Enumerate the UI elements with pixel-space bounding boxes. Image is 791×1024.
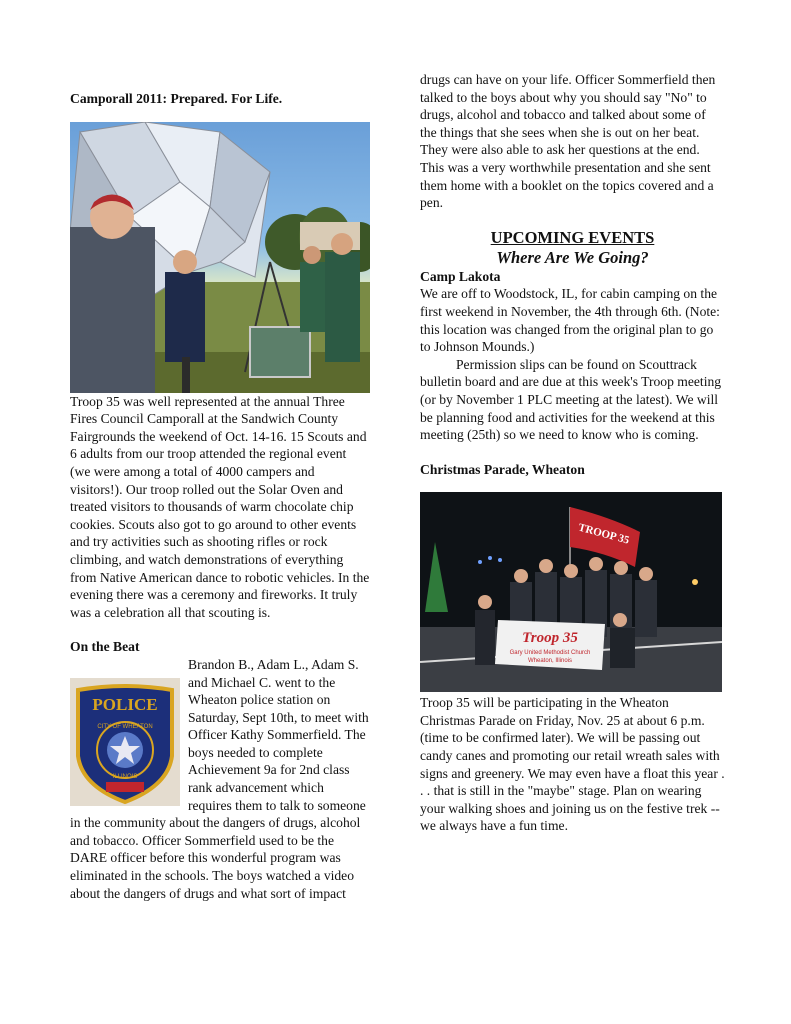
upcoming-events-heading: UPCOMING EVENTS <box>490 227 655 247</box>
patch-ring-text: CITY OF WHEATON <box>97 723 153 730</box>
patch-state-text: ILLINOIS <box>112 773 138 780</box>
parade-body: Troop 35 will be participating in the Wheaton Christmas Parade on Friday, Nov. 25 at about 6 p.m. (time to be confirmed later). We will be passing out candy canes and promoting our retail wreath sales with signs and greenery. We may even have a float this year . . . that is still in the "maybe" stage. Plan on wearing your walking shoes and joining us on the festive trek --we always have a fun time. <box>420 695 725 834</box>
police-patch-icon <box>70 678 180 806</box>
patch-word: POLICE <box>92 694 158 714</box>
left-column <box>70 90 370 902</box>
beat-section <box>70 656 370 902</box>
camporall-body: Troop 35 was well represented at the annual Three Fires Council Camporall at the Sandwich County Fairgrounds the weekend of Oct. 14-16. 15 Scouts and 6 adults from our troop attended the regional event (we were among a total of 4000 campers and visitors!). Our troop rolled out the Solar Oven and treated visitors to thousands of warm chocolate chip cookies. Scouts also got to go around to other events and try activities such as shooting rifles or rock climbing, and watch demonstrations of everything from Native American dance to robotic vehicles. In the evening there was a ceremony and fireworks. It truly was a celebration all that scouting is. <box>70 393 370 620</box>
lakota-paragraph-1: We are off to Woodstock, IL, for cabin camping on the first weekend in November, the 4th through 6th. (Note: this location was changed from the original plan to go to Johnson Mounds.) <box>420 286 720 355</box>
banner-line-1: Gary United Methodist Church <box>509 650 591 657</box>
parade-illustration <box>420 492 722 692</box>
beat-body: Brandon B., Adam L., Adam S. and Michael C. went to the Wheaton police station on Saturday, Sept 10th, to meet with Officer Kathy Sommerfield. The boys needed to complete Achievement 9a for 2nd class rank advancement which requires them to talk to someone in the community about the dangers of drugs, alcohol and tobacco. Officer Sommerfield used to be the DARE officer before this wonderful program was eliminated in the schools. The boys watched a video about the dangers of drugs and what sort of impact <box>70 656 369 901</box>
right-column <box>420 71 725 835</box>
camporall-title: Camporall 2011: Prepared. For Life. <box>70 91 283 106</box>
lakota-paragraph-2: Permission slips can be found on Scouttrack bulletin board and are due at this week's Troop meeting (or by November 1 PLC meeting at the latest). We will be planning food and activities for the weekend at this meeting (25th) so we need to know who is coming. <box>420 356 722 443</box>
beat-continued: drugs can have on your life. Officer Sommerfield then talked to the boys about why you should say "No" to drugs, alcohol and tobacco and talked about some of the things that she sees when she is out on her beat. They were also able to ask her questions at the end. This was a very worthwhile presentation and she sent them home with a booklet on the topics covered and a pen. <box>420 72 716 211</box>
flag-text: TROOP 35 <box>576 521 631 547</box>
banner-line-2: Wheaton, Illinois <box>527 658 573 665</box>
lakota-heading: Camp Lakota <box>420 268 501 284</box>
parade-heading: Christmas Parade, Wheaton <box>420 461 585 477</box>
police-patch-photo <box>70 678 180 806</box>
beat-heading: On the Beat <box>70 639 140 655</box>
where-heading: Where Are We Going? <box>496 247 649 267</box>
solar-oven-illustration <box>70 122 370 393</box>
banner-title: Troop 35 <box>522 630 578 647</box>
parade-photo <box>420 492 722 692</box>
solar-oven-photo <box>70 122 370 393</box>
